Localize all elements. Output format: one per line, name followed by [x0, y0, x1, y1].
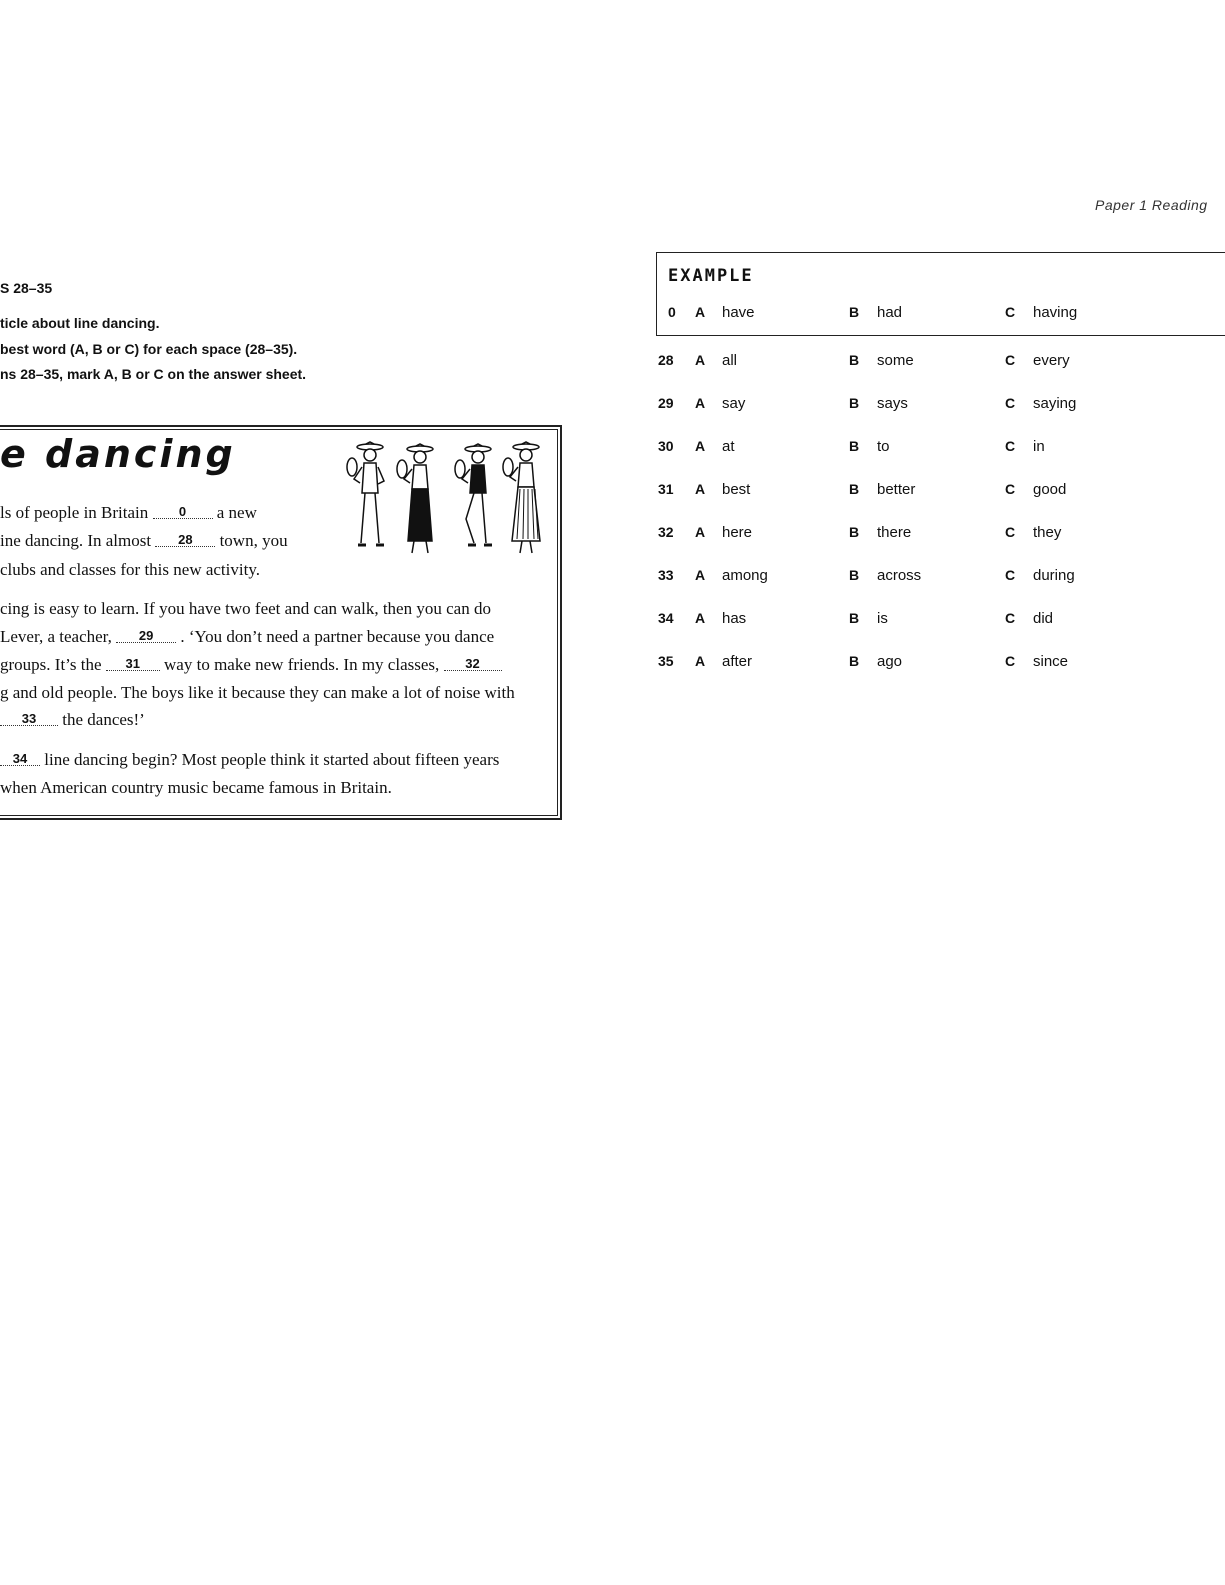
option-a[interactable]: A: [695, 567, 706, 583]
option-b[interactable]: B: [849, 524, 860, 540]
option-a[interactable]: A: [695, 653, 706, 669]
answer-gap: 0: [153, 505, 213, 519]
answer-gap: 29: [116, 629, 176, 643]
answer-gap: 32: [444, 657, 502, 671]
instruction-line-1: ticle about line dancing.: [0, 315, 160, 331]
question-row: 35 A after B ago C since: [658, 653, 1069, 670]
example-row: 0 A have B had C having: [668, 304, 1078, 321]
article-line: when American country music became famous in Britain.: [0, 778, 392, 797]
option-c[interactable]: C: [1005, 395, 1016, 411]
option-a[interactable]: A: [695, 610, 706, 626]
article-line: groups. It’s the 31 way to make new friends. In my classes, 32: [0, 655, 502, 675]
article-title: e dancing: [0, 432, 236, 476]
option-c[interactable]: C: [1005, 524, 1016, 540]
instruction-line-2: best word (A, B or C) for each space (28–35).: [0, 341, 298, 357]
option-b[interactable]: B: [849, 438, 860, 454]
instruction-line-3: ns 28–35, mark A, B or C on the answer sheet.: [0, 366, 307, 382]
option-c[interactable]: C: [1005, 352, 1016, 368]
option-c[interactable]: C: [1005, 653, 1016, 669]
option-b[interactable]: B: [849, 395, 860, 411]
question-row: 28 A all B some C every: [658, 352, 1070, 369]
option-b[interactable]: B: [849, 610, 860, 626]
article-line: Lever, a teacher, 29 . ‘You don’t need a partner because you dance: [0, 627, 495, 646]
option-b[interactable]: B: [849, 653, 860, 669]
article-line: cing is easy to learn. If you have two feet and can walk, then you can do: [0, 599, 491, 618]
answer-gap: 34: [0, 752, 40, 766]
article-line: 33 the dances!’: [0, 710, 145, 730]
option-a[interactable]: A: [695, 481, 706, 497]
option-c[interactable]: C: [1005, 438, 1016, 454]
question-row: 31 A best B better C good: [658, 481, 1067, 498]
article-line: ls of people in Britain 0 a new: [0, 503, 257, 522]
article-line: ine dancing. In almost 28 town, you: [0, 531, 288, 550]
question-row: 34 A has B is C did: [658, 610, 1054, 627]
question-row: 32 A here B there C they: [658, 524, 1062, 541]
option-a[interactable]: A: [695, 395, 706, 411]
answer-gap: 33: [0, 712, 58, 726]
answer-gap: 31: [106, 657, 160, 671]
article-line: clubs and classes for this new activity.: [0, 560, 260, 579]
question-row: 33 A among B across C during: [658, 567, 1075, 584]
option-a[interactable]: A: [695, 352, 706, 368]
article-line: 34 line dancing begin? Most people think it started about fifteen years: [0, 750, 499, 770]
example-label: EXAMPLE: [668, 266, 754, 286]
question-row: 30 A at B to C in: [658, 438, 1045, 455]
option-c[interactable]: C: [1005, 610, 1016, 626]
option-c[interactable]: C: [1005, 567, 1016, 583]
option-a[interactable]: A: [695, 438, 706, 454]
questions-heading: S 28–35: [0, 280, 53, 296]
option-b[interactable]: B: [849, 352, 860, 368]
question-row: 29 A say B says C saying: [658, 395, 1077, 412]
answer-gap: 28: [155, 533, 215, 547]
option-c[interactable]: C: [1005, 481, 1016, 497]
running-head: Paper 1 Reading: [1095, 197, 1208, 213]
option-b[interactable]: B: [849, 481, 860, 497]
option-a[interactable]: A: [695, 524, 706, 540]
article-line: g and old people. The boys like it because they can make a lot of noise with: [0, 683, 515, 702]
option-b[interactable]: B: [849, 567, 860, 583]
